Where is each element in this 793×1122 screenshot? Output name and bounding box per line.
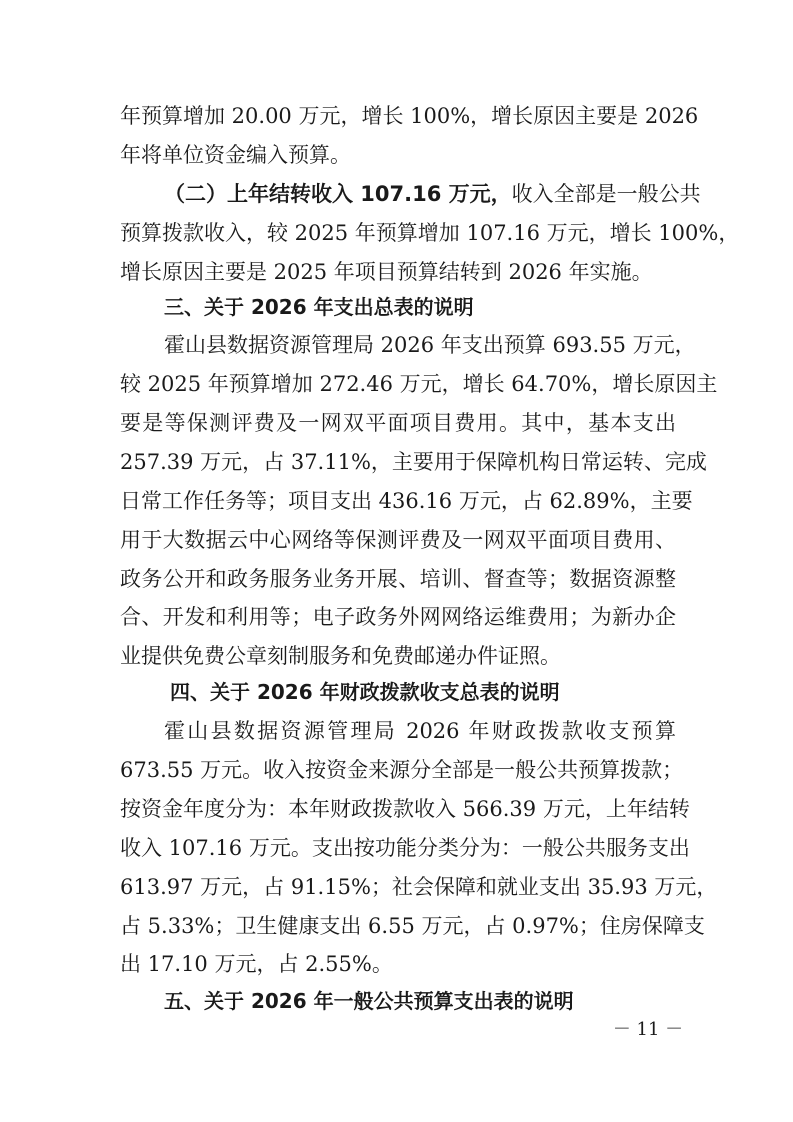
body-line: 较 2025 年预算增加 272.46 万元，增长 64.70%，增长原因主	[120, 372, 718, 396]
body-line: 预算拨款收入，较 2025 年预算增加 107.16 万元，增长 100%，	[120, 221, 740, 245]
body-line: 增长原因主要是 2025 年项目预算结转到 2026 年实施。	[120, 260, 653, 284]
body-line: 霍山县数据资源管理局 2026 年支出预算 693.55 万元，	[164, 333, 696, 357]
section-heading: 五、关于 2026 年一般公共预算支出表的说明	[164, 989, 574, 1013]
body-line: 出 17.10 万元，占 2.55%。	[120, 952, 393, 976]
body-line: 673.55 万元。收入按资金来源分全部是一般公共预算拨款；	[120, 758, 684, 782]
body-line: 613.97 万元，占 91.15%；社会保障和就业支出 35.93 万元，	[120, 875, 718, 899]
body-line: 年预算增加 20.00 万元，增长 100%，增长原因主要是 2026	[120, 104, 699, 128]
subheading-line	[164, 176, 701, 212]
section-heading: 四、关于 2026 年财政拨款收支总表的说明	[170, 680, 560, 704]
section-heading: 三、关于 2026 年支出总表的说明	[164, 295, 474, 319]
subheading-bold-text: （二）上年结转收入 107.16 万元，	[164, 182, 512, 206]
body-line: 政务公开和政务服务业务开展、培训、督查等；数据资源整	[120, 567, 676, 591]
body-line: 收入 107.16 万元。支出按功能分类分为：一般公共服务支出	[120, 836, 690, 860]
body-line: 日常工作任务等；项目支出 436.16 万元，占 62.89%，主要	[120, 489, 693, 513]
body-line: 合、开发和利用等；电子政务外网网络运维费用；为新办企	[120, 605, 676, 629]
body-line: 要是等保测评费及一网双平面项目费用。其中，基本支出	[120, 411, 676, 435]
body-line: 257.39 万元，占 37.11%，主要用于保障机构日常运转、完成	[120, 450, 707, 474]
body-line: 业提供免费公章刻制服务和免费邮递办件证照。	[120, 644, 561, 668]
body-line: 年将单位资金编入预算。	[120, 143, 351, 167]
body-line: 霍山县数据资源管理局 2026 年财政拨款收支预算	[164, 719, 676, 743]
body-line: 按资金年度分为：本年财政拨款收入 566.39 万元，上年结转	[120, 797, 690, 821]
page-number: － 11 －	[612, 1019, 684, 1040]
body-line: 用于大数据云中心网络等保测评费及一网双平面项目费用、	[120, 528, 676, 552]
body-line: 占 5.33%；卫生健康支出 6.55 万元，占 0.97%；住房保障支	[120, 914, 705, 938]
subheading-rest-text: 收入全部是一般公共	[511, 182, 701, 206]
